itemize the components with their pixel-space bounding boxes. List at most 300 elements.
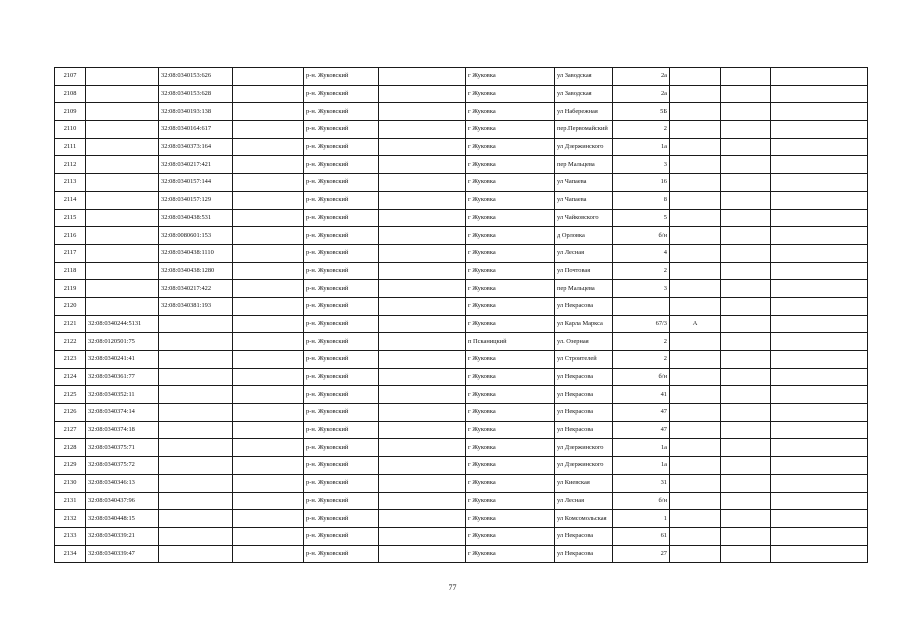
extra-cell [771, 209, 868, 227]
house-number-cell: 16 [613, 174, 670, 192]
row-number-cell: 2133 [55, 527, 86, 545]
extra-cell [721, 510, 771, 528]
district-cell: р-н. Жуковский [304, 439, 379, 457]
letter-cell [670, 103, 721, 121]
table-row [55, 404, 868, 422]
building-cadastral-number-cell: 32:08:0340381:193 [159, 297, 233, 315]
letter-cell: А [670, 315, 721, 333]
letter-cell [670, 510, 721, 528]
street-cell: ул Лесная [555, 492, 613, 510]
letter-cell [670, 421, 721, 439]
district-cell: р-н. Жуковский [304, 138, 379, 156]
district-cell: р-н. Жуковский [304, 474, 379, 492]
row-number-cell: 2111 [55, 138, 86, 156]
letter-cell [670, 121, 721, 139]
district-cell: р-н. Жуковский [304, 492, 379, 510]
extra-cell [771, 156, 868, 174]
district-cell: р-н. Жуковский [304, 368, 379, 386]
settlement-cell: г Жуковка [466, 138, 555, 156]
property-register-table [54, 67, 868, 563]
row-number-cell: 2129 [55, 457, 86, 475]
settlement-cell: г Жуковка [466, 280, 555, 298]
district-cell: р-н. Жуковский [304, 209, 379, 227]
row-number-cell: 2113 [55, 174, 86, 192]
blank-cell [379, 191, 466, 209]
house-number-cell: 61 [613, 527, 670, 545]
settlement-cell: г Жуковка [466, 121, 555, 139]
extra-cell [721, 386, 771, 404]
cadastral-number-cell: 32:08:0340352:11 [86, 386, 159, 404]
letter-cell [670, 156, 721, 174]
extra-cell [721, 227, 771, 245]
district-cell: р-н. Жуковский [304, 103, 379, 121]
extra-cell [721, 156, 771, 174]
table-row [55, 545, 868, 563]
house-number-cell: 27 [613, 545, 670, 563]
letter-cell [670, 351, 721, 369]
row-number-cell: 2112 [55, 156, 86, 174]
table-row [55, 244, 868, 262]
letter-cell [670, 191, 721, 209]
blank-cell [233, 280, 304, 298]
blank-cell [233, 333, 304, 351]
extra-cell [771, 421, 868, 439]
table-row [55, 457, 868, 475]
street-cell: ул Чайковского [555, 209, 613, 227]
building-cadastral-number-cell: 32:08:0340164:617 [159, 121, 233, 139]
blank-cell [233, 85, 304, 103]
letter-cell [670, 209, 721, 227]
blank-cell [379, 297, 466, 315]
cadastral-number-cell [86, 297, 159, 315]
extra-cell [771, 386, 868, 404]
extra-cell [721, 457, 771, 475]
cadastral-number-cell: 32:08:0340374:14 [86, 404, 159, 422]
row-number-cell: 2108 [55, 85, 86, 103]
settlement-cell: г Жуковка [466, 474, 555, 492]
cadastral-number-cell [86, 103, 159, 121]
row-number-cell: 2119 [55, 280, 86, 298]
street-cell: ул Лесная [555, 244, 613, 262]
table-row [55, 527, 868, 545]
extra-cell [771, 492, 868, 510]
building-cadastral-number-cell: 32:08:0340153:626 [159, 68, 233, 86]
blank-cell [233, 68, 304, 86]
street-cell: ул Карла Маркса [555, 315, 613, 333]
extra-cell [771, 368, 868, 386]
building-cadastral-number-cell [159, 421, 233, 439]
district-cell: р-н. Жуковский [304, 227, 379, 245]
building-cadastral-number-cell: 32:08:0340438:1280 [159, 262, 233, 280]
cadastral-number-cell [86, 209, 159, 227]
letter-cell [670, 474, 721, 492]
extra-cell [721, 174, 771, 192]
settlement-cell: г Жуковка [466, 421, 555, 439]
settlement-cell: г Жуковка [466, 386, 555, 404]
table-row [55, 280, 868, 298]
settlement-cell: г Жуковка [466, 156, 555, 174]
extra-cell [771, 474, 868, 492]
extra-cell [721, 244, 771, 262]
blank-cell [233, 527, 304, 545]
table-row [55, 138, 868, 156]
extra-cell [771, 85, 868, 103]
extra-cell [721, 404, 771, 422]
letter-cell [670, 262, 721, 280]
letter-cell [670, 368, 721, 386]
letter-cell [670, 227, 721, 245]
cadastral-number-cell: 32:08:0340241:41 [86, 351, 159, 369]
extra-cell [721, 121, 771, 139]
building-cadastral-number-cell [159, 333, 233, 351]
table-row [55, 351, 868, 369]
extra-cell [721, 527, 771, 545]
blank-cell [379, 121, 466, 139]
blank-cell [379, 368, 466, 386]
house-number-cell: 8 [613, 191, 670, 209]
row-number-cell: 2114 [55, 191, 86, 209]
building-cadastral-number-cell [159, 527, 233, 545]
blank-cell [233, 421, 304, 439]
row-number-cell: 2123 [55, 351, 86, 369]
letter-cell [670, 545, 721, 563]
house-number-cell: 2 [613, 262, 670, 280]
letter-cell [670, 492, 721, 510]
street-cell: ул Комсомольская [555, 510, 613, 528]
house-number-cell: б/н [613, 492, 670, 510]
table-row [55, 156, 868, 174]
district-cell: р-н. Жуковский [304, 421, 379, 439]
extra-cell [721, 262, 771, 280]
register-table-body [55, 68, 868, 563]
building-cadastral-number-cell [159, 351, 233, 369]
letter-cell [670, 527, 721, 545]
table-row [55, 421, 868, 439]
cadastral-number-cell: 32:08:0340374:18 [86, 421, 159, 439]
blank-cell [233, 209, 304, 227]
blank-cell [233, 297, 304, 315]
blank-cell [233, 439, 304, 457]
extra-cell [771, 227, 868, 245]
street-cell: пер Мальцева [555, 156, 613, 174]
row-number-cell: 2117 [55, 244, 86, 262]
house-number-cell: 1а [613, 457, 670, 475]
cadastral-number-cell: 32:08:0340339:21 [86, 527, 159, 545]
cadastral-number-cell [86, 121, 159, 139]
row-number-cell: 2124 [55, 368, 86, 386]
row-number-cell: 2127 [55, 421, 86, 439]
building-cadastral-number-cell [159, 545, 233, 563]
cadastral-number-cell: 32:08:0120501:75 [86, 333, 159, 351]
building-cadastral-number-cell [159, 386, 233, 404]
extra-cell [771, 280, 868, 298]
extra-cell [771, 545, 868, 563]
house-number-cell: 2а [613, 85, 670, 103]
row-number-cell: 2110 [55, 121, 86, 139]
street-cell: ул Некрасова [555, 297, 613, 315]
settlement-cell: г Жуковка [466, 209, 555, 227]
letter-cell [670, 174, 721, 192]
blank-cell [379, 545, 466, 563]
house-number-cell: 2 [613, 351, 670, 369]
building-cadastral-number-cell: 32:08:0340157:129 [159, 191, 233, 209]
blank-cell [379, 315, 466, 333]
blank-cell [233, 174, 304, 192]
settlement-cell: г Жуковка [466, 368, 555, 386]
building-cadastral-number-cell: 32:08:0340217:422 [159, 280, 233, 298]
blank-cell [233, 262, 304, 280]
blank-cell [233, 351, 304, 369]
table-row [55, 439, 868, 457]
blank-cell [379, 174, 466, 192]
row-number-cell: 2121 [55, 315, 86, 333]
table-row [55, 474, 868, 492]
district-cell: р-н. Жуковский [304, 386, 379, 404]
street-cell: ул. Озерная [555, 333, 613, 351]
district-cell: р-н. Жуковский [304, 85, 379, 103]
row-number-cell: 2118 [55, 262, 86, 280]
table-row [55, 297, 868, 315]
register-sheet [54, 67, 868, 563]
table-row [55, 368, 868, 386]
house-number-cell: 1а [613, 439, 670, 457]
letter-cell [670, 68, 721, 86]
table-row [55, 121, 868, 139]
table-row [55, 209, 868, 227]
house-number-cell: 31 [613, 474, 670, 492]
blank-cell [379, 351, 466, 369]
settlement-cell: г Жуковка [466, 191, 555, 209]
street-cell: ул Киевская [555, 474, 613, 492]
building-cadastral-number-cell [159, 368, 233, 386]
blank-cell [233, 227, 304, 245]
cadastral-number-cell [86, 156, 159, 174]
building-cadastral-number-cell: 32:08:0340217:421 [159, 156, 233, 174]
building-cadastral-number-cell: 32:08:0340373:164 [159, 138, 233, 156]
page-number: 77 [448, 583, 457, 592]
extra-cell [771, 439, 868, 457]
building-cadastral-number-cell [159, 457, 233, 475]
building-cadastral-number-cell: 32:08:0340438:531 [159, 209, 233, 227]
district-cell: р-н. Жуковский [304, 510, 379, 528]
extra-cell [721, 439, 771, 457]
cadastral-number-cell [86, 244, 159, 262]
extra-cell [721, 68, 771, 86]
building-cadastral-number-cell [159, 510, 233, 528]
street-cell: ул Некрасова [555, 527, 613, 545]
blank-cell [233, 138, 304, 156]
house-number-cell: 3 [613, 156, 670, 174]
blank-cell [379, 510, 466, 528]
extra-cell [771, 297, 868, 315]
blank-cell [233, 386, 304, 404]
building-cadastral-number-cell [159, 404, 233, 422]
settlement-cell: г Жуковка [466, 262, 555, 280]
house-number-cell: 5 [613, 209, 670, 227]
blank-cell [379, 421, 466, 439]
street-cell: ул Некрасова [555, 545, 613, 563]
house-number-cell: 67/3 [613, 315, 670, 333]
cadastral-number-cell [86, 262, 159, 280]
district-cell: р-н. Жуковский [304, 315, 379, 333]
street-cell: ул Строителей [555, 351, 613, 369]
cadastral-number-cell: 32:08:0340375:72 [86, 457, 159, 475]
letter-cell [670, 244, 721, 262]
settlement-cell: г Жуковка [466, 103, 555, 121]
extra-cell [721, 545, 771, 563]
table-row [55, 510, 868, 528]
row-number-cell: 2132 [55, 510, 86, 528]
letter-cell [670, 404, 721, 422]
extra-cell [721, 103, 771, 121]
settlement-cell: г Жуковка [466, 315, 555, 333]
street-cell: ул Дзержинского [555, 439, 613, 457]
cadastral-number-cell: 32:08:0340346:13 [86, 474, 159, 492]
extra-cell [721, 209, 771, 227]
district-cell: р-н. Жуковский [304, 351, 379, 369]
cadastral-number-cell [86, 191, 159, 209]
district-cell: р-н. Жуковский [304, 545, 379, 563]
blank-cell [379, 527, 466, 545]
blank-cell [379, 209, 466, 227]
house-number-cell: б/н [613, 368, 670, 386]
building-cadastral-number-cell [159, 315, 233, 333]
district-cell: р-н. Жуковский [304, 191, 379, 209]
cadastral-number-cell: 32:08:0340375:71 [86, 439, 159, 457]
row-number-cell: 2134 [55, 545, 86, 563]
letter-cell [670, 280, 721, 298]
extra-cell [721, 315, 771, 333]
blank-cell [379, 404, 466, 422]
district-cell: р-н. Жуковский [304, 457, 379, 475]
blank-cell [233, 404, 304, 422]
extra-cell [771, 174, 868, 192]
letter-cell [670, 138, 721, 156]
extra-cell [721, 351, 771, 369]
table-row [55, 492, 868, 510]
row-number-cell: 2122 [55, 333, 86, 351]
settlement-cell: г Жуковка [466, 492, 555, 510]
cadastral-number-cell: 32:08:0340339:47 [86, 545, 159, 563]
cadastral-number-cell: 32:08:0340361:77 [86, 368, 159, 386]
building-cadastral-number-cell [159, 492, 233, 510]
extra-cell [771, 191, 868, 209]
district-cell: р-н. Жуковский [304, 262, 379, 280]
cadastral-number-cell [86, 280, 159, 298]
house-number-cell [613, 297, 670, 315]
blank-cell [233, 315, 304, 333]
extra-cell [771, 121, 868, 139]
blank-cell [379, 227, 466, 245]
table-row [55, 85, 868, 103]
table-row [55, 386, 868, 404]
blank-cell [233, 474, 304, 492]
extra-cell [771, 262, 868, 280]
district-cell: р-н. Жуковский [304, 121, 379, 139]
cadastral-number-cell: 32:08:0340437:96 [86, 492, 159, 510]
table-row [55, 191, 868, 209]
letter-cell [670, 85, 721, 103]
settlement-cell: г Жуковка [466, 227, 555, 245]
blank-cell [379, 457, 466, 475]
blank-cell [379, 474, 466, 492]
row-number-cell: 2115 [55, 209, 86, 227]
row-number-cell: 2107 [55, 68, 86, 86]
house-number-cell: 4 [613, 244, 670, 262]
blank-cell [233, 368, 304, 386]
house-number-cell: 47 [613, 404, 670, 422]
letter-cell [670, 333, 721, 351]
row-number-cell: 2131 [55, 492, 86, 510]
table-row [55, 103, 868, 121]
district-cell: р-н. Жуковский [304, 297, 379, 315]
extra-cell [721, 297, 771, 315]
blank-cell [379, 103, 466, 121]
extra-cell [721, 333, 771, 351]
settlement-cell: г Жуковка [466, 439, 555, 457]
settlement-cell: п Псканицкий [466, 333, 555, 351]
settlement-cell: г Жуковка [466, 297, 555, 315]
street-cell: ул Некрасова [555, 421, 613, 439]
blank-cell [233, 545, 304, 563]
table-row [55, 174, 868, 192]
row-number-cell: 2128 [55, 439, 86, 457]
row-number-cell: 2120 [55, 297, 86, 315]
extra-cell [771, 103, 868, 121]
building-cadastral-number-cell: 32:08:0340157:144 [159, 174, 233, 192]
house-number-cell: 3 [613, 280, 670, 298]
settlement-cell: г Жуковка [466, 527, 555, 545]
letter-cell [670, 457, 721, 475]
cadastral-number-cell [86, 68, 159, 86]
row-number-cell: 2125 [55, 386, 86, 404]
building-cadastral-number-cell [159, 474, 233, 492]
blank-cell [379, 156, 466, 174]
blank-cell [233, 121, 304, 139]
district-cell: р-н. Жуковский [304, 174, 379, 192]
extra-cell [721, 492, 771, 510]
row-number-cell: 2126 [55, 404, 86, 422]
district-cell: р-н. Жуковский [304, 244, 379, 262]
street-cell: ул Почтовая [555, 262, 613, 280]
extra-cell [771, 244, 868, 262]
building-cadastral-number-cell [159, 439, 233, 457]
settlement-cell: г Жуковка [466, 457, 555, 475]
extra-cell [771, 404, 868, 422]
blank-cell [379, 68, 466, 86]
table-row [55, 262, 868, 280]
blank-cell [379, 262, 466, 280]
cadastral-number-cell [86, 227, 159, 245]
district-cell: р-н. Жуковский [304, 280, 379, 298]
district-cell: р-н. Жуковский [304, 333, 379, 351]
building-cadastral-number-cell: 32:08:0080601:153 [159, 227, 233, 245]
house-number-cell: 2 [613, 333, 670, 351]
extra-cell [771, 68, 868, 86]
settlement-cell: г Жуковка [466, 510, 555, 528]
blank-cell [233, 457, 304, 475]
settlement-cell: г Жуковка [466, 404, 555, 422]
street-cell: ул Чапаева [555, 174, 613, 192]
street-cell: ул Заводская [555, 85, 613, 103]
extra-cell [771, 457, 868, 475]
street-cell: ул Набережная [555, 103, 613, 121]
street-cell: ул Дзержинского [555, 138, 613, 156]
extra-cell [771, 351, 868, 369]
house-number-cell: 1а [613, 138, 670, 156]
settlement-cell: г Жуковка [466, 351, 555, 369]
street-cell: ул Некрасова [555, 386, 613, 404]
